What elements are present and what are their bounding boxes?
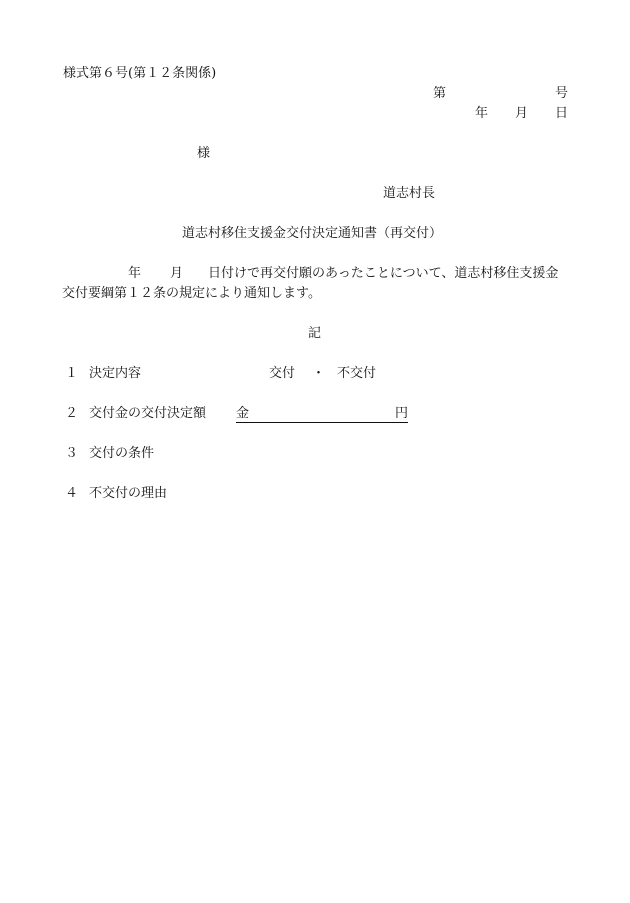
item-number: ３ bbox=[65, 446, 79, 461]
item-number: ４ bbox=[65, 486, 79, 501]
item-label: 交付金の交付決定額 bbox=[89, 406, 207, 421]
date-year-label: 年 bbox=[475, 106, 489, 121]
document-number-suffix: 号 bbox=[555, 86, 569, 101]
amount-unit: 円 bbox=[394, 406, 408, 421]
form-number: 様式第６号(第１２条関係) bbox=[63, 66, 217, 81]
document-title: 道志村移住支援金交付決定通知書（再交付） bbox=[182, 226, 443, 241]
item-label: 決定内容 bbox=[89, 366, 142, 381]
ki-heading: 記 bbox=[308, 326, 322, 341]
amount-prefix: 金 bbox=[236, 406, 250, 421]
body-line-2: 交付要綱第１２条の規定により通知します。 bbox=[62, 286, 321, 301]
decision-no-grant: 不交付 bbox=[337, 366, 377, 381]
body-line-1-text: 日付けで再交付願のあったことについて、道志村移住支援金 bbox=[208, 266, 559, 281]
item-label: 不交付の理由 bbox=[89, 486, 168, 501]
date-day-label: 日 bbox=[555, 106, 569, 121]
item-number: ２ bbox=[65, 406, 79, 421]
item-number: １ bbox=[65, 366, 79, 381]
body-year-label: 年 bbox=[128, 266, 142, 281]
recipient-honorific: 様 bbox=[197, 146, 211, 161]
amount-field bbox=[236, 406, 408, 423]
decision-grant: 交付 bbox=[269, 366, 296, 381]
item-label: 交付の条件 bbox=[89, 446, 155, 461]
document-number-prefix: 第 bbox=[433, 86, 447, 101]
body-month-label: 月 bbox=[170, 266, 184, 281]
date-month-label: 月 bbox=[515, 106, 529, 121]
decision-separator: ・ bbox=[312, 366, 326, 381]
issuer-name: 道志村長 bbox=[383, 186, 436, 201]
